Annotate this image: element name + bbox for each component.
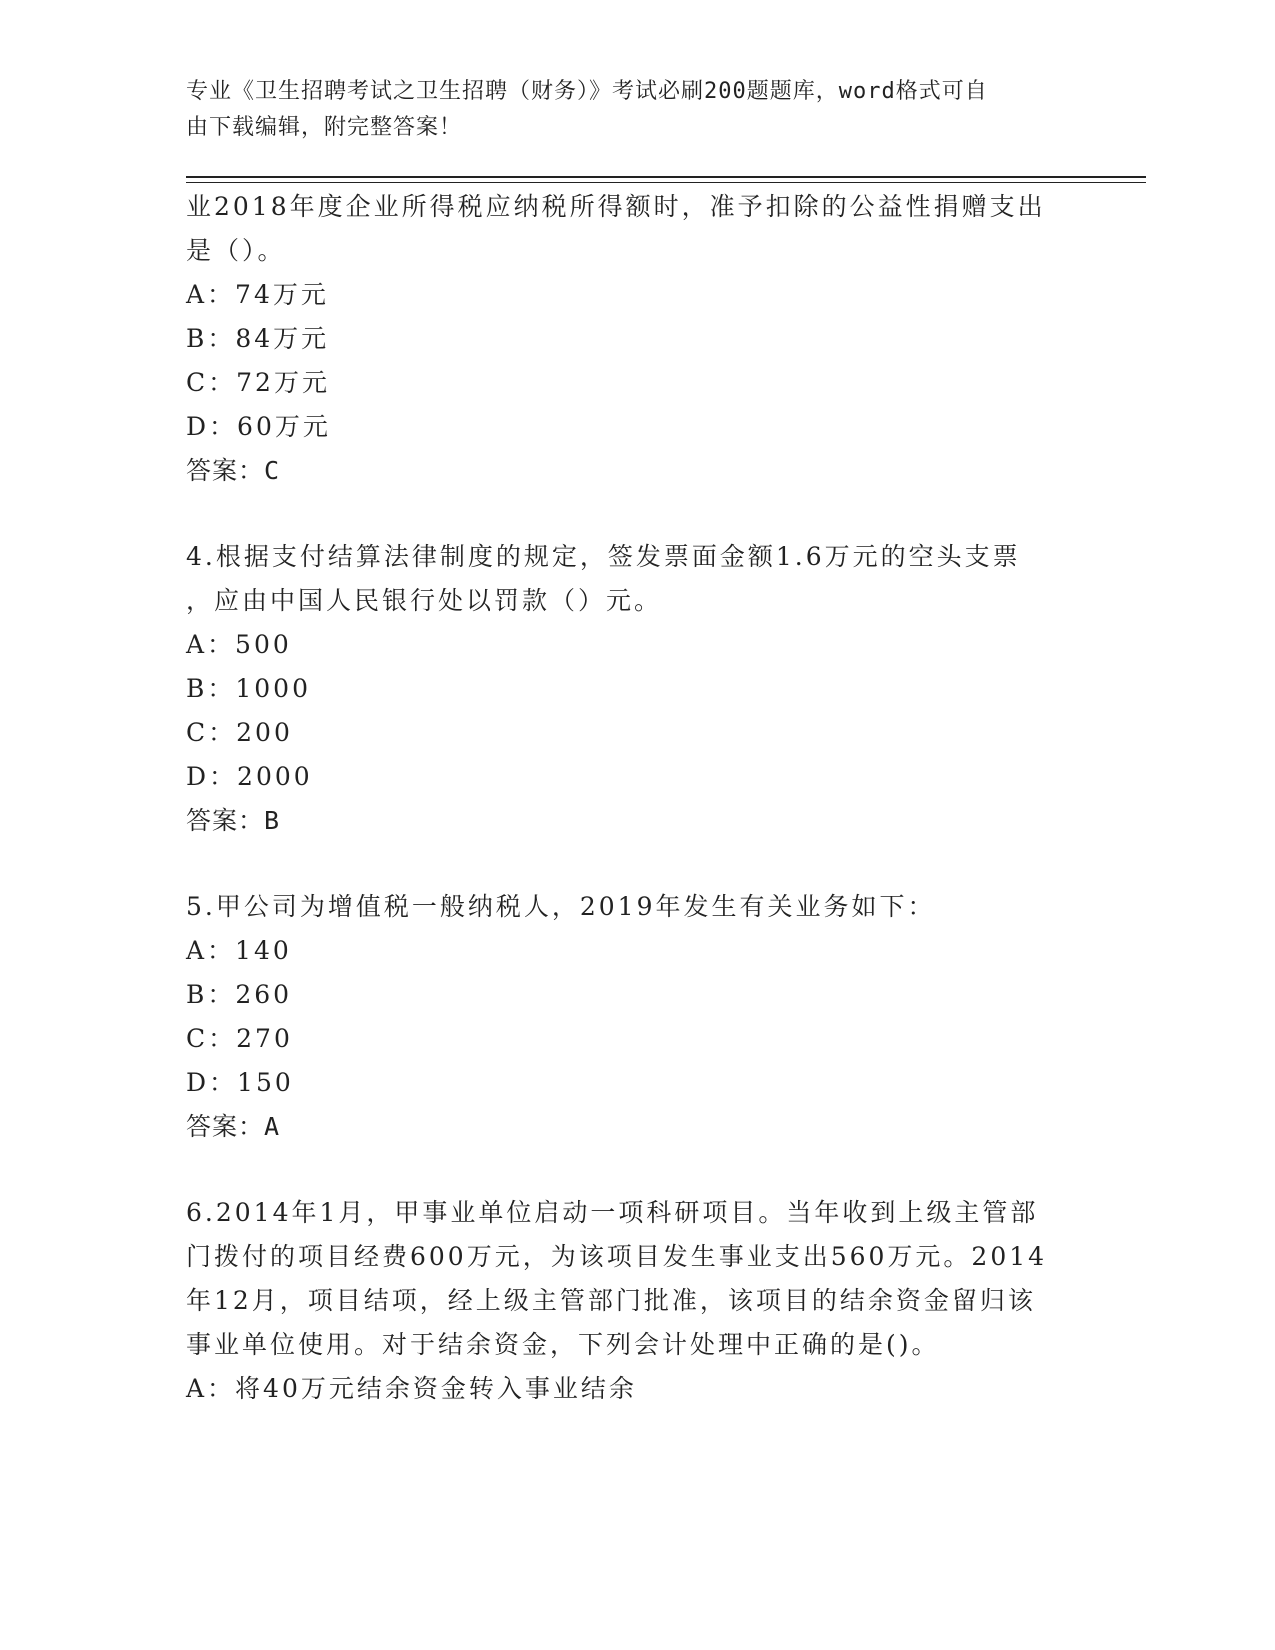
q4-option-b: B：1000 bbox=[186, 674, 311, 703]
q5-answer: 答案：A bbox=[186, 1112, 281, 1141]
q4-answer: 答案：B bbox=[186, 806, 281, 835]
q3-option-a: A：74万元 bbox=[186, 280, 329, 309]
header-line-2: 由下载编辑，附完整答案！ bbox=[186, 115, 463, 140]
q5-option-b: B：260 bbox=[186, 980, 293, 1009]
q4-option-d: D：2000 bbox=[186, 762, 313, 791]
q6-stem-line-3: 年12月，项目结项，经上级主管部门批准，该项目的结余资金留归该 bbox=[186, 1286, 1036, 1315]
q6-stem-line-2: 门拨付的项目经费600万元，为该项目发生事业支出560万元。2014 bbox=[186, 1242, 1048, 1271]
q5-stem-line-1: 5.甲公司为增值税一般纳税人，2019年发生有关业务如下： bbox=[186, 892, 936, 921]
q4-option-a: A：500 bbox=[186, 630, 292, 659]
header-divider-thin bbox=[186, 182, 1146, 183]
q4-stem-line-2: ，应由中国人民银行处以罚款（）元。 bbox=[186, 586, 663, 615]
q3-option-c: C：72万元 bbox=[186, 368, 330, 397]
q6-stem-line-4: 事业单位使用。对于结余资金，下列会计处理中正确的是()。 bbox=[186, 1330, 940, 1359]
q3-option-d: D：60万元 bbox=[186, 412, 331, 441]
q4-stem-line-1: 4.根据支付结算法律制度的规定，签发票面金额1.6万元的空头支票 bbox=[186, 542, 1021, 571]
q6-option-a: A：将40万元结余资金转入事业结余 bbox=[186, 1374, 637, 1403]
q4-option-c: C：200 bbox=[186, 718, 293, 747]
q3-answer: 答案：C bbox=[186, 456, 281, 485]
header-line-1: 专业《卫生招聘考试之卫生招聘（财务）》考试必刷200题题库，word格式可自 bbox=[186, 79, 988, 104]
document-header bbox=[186, 74, 1066, 146]
q3-stem-line-2: 是（）。 bbox=[186, 236, 286, 265]
q3-stem-line-1: 业2018年度企业所得税应纳税所得额时，准予扣除的公益性捐赠支出 bbox=[186, 192, 1046, 221]
q5-option-d: D：150 bbox=[186, 1068, 294, 1097]
header-divider-thick bbox=[186, 176, 1146, 178]
q6-stem-line-1: 6.2014年1月，甲事业单位启动一项科研项目。当年收到上级主管部 bbox=[186, 1198, 1039, 1227]
q5-option-c: C：270 bbox=[186, 1024, 293, 1053]
q5-option-a: A：140 bbox=[186, 936, 292, 965]
q3-option-b: B：84万元 bbox=[186, 324, 330, 353]
